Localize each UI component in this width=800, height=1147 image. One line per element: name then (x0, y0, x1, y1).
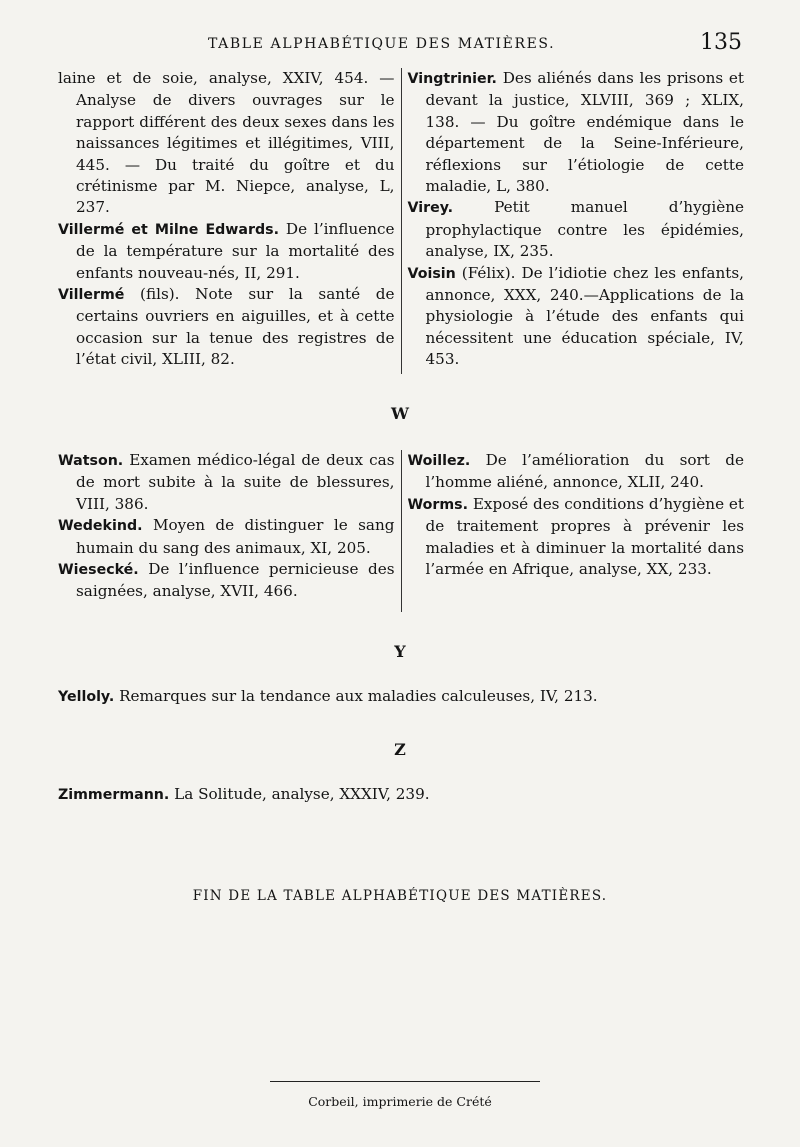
page-number: 135 (700, 30, 742, 55)
index-entry (408, 450, 745, 494)
entry-name: Worms. (407, 496, 469, 513)
entry-text: Des aliénés dans les prisons et devant la justice, XLVIII, 369 ; XLIX, 138. — Du goître endémique dans le département de la Seine-Inférieure, réflexions sur l’étiologie de cette maladie, L, 380. (425, 69, 745, 196)
entry-text: Exposé des conditions d’hygiène et de traitement propres à prévenir les maladies et à diminuer la mortalité dans l’armée en Afrique, analyse, XX, 233. (425, 494, 744, 579)
entry-name: Voisin (407, 265, 456, 282)
left-column (58, 450, 401, 612)
entry-text: laine et de soie, analyse, XXIV, 454. — Analyse de divers ouvrages sur le rapport différent des deux sexes dans les naissances légitimes et illégitimes, VIII, 445. — Du traité du goître et du crétinisme par M. Niepce, analyse, L, 237. (58, 69, 395, 217)
index-entry-yelloly (58, 686, 744, 708)
entry-name: Wiesecké. (58, 562, 139, 579)
entry-text: Examen médico-légal de deux cas de mort subite à la suite de blessures, VIII, 386. (76, 451, 395, 513)
entry-text: La Solitude, analyse, XXXIV, 239. (174, 785, 430, 803)
index-entry-zimmermann (58, 784, 744, 806)
entry-name: Vingtrinier. (407, 71, 497, 87)
index-entry (58, 450, 395, 515)
entry-name: Yelloly. (58, 689, 115, 705)
entry-text: Petit manuel d’hygiène prophylactique contre les épidémies, analyse, IX, 235. (425, 198, 744, 261)
closing-line: FIN DE LA TABLE ALPHABÉTIQUE DES MATIÈRES. (192, 888, 608, 904)
index-entry (408, 197, 745, 262)
printer-imprint: Corbeil, imprimerie de Crété (308, 1094, 492, 1109)
index-entry (58, 284, 395, 371)
index-entry (408, 68, 745, 197)
section-w-entries (58, 450, 744, 612)
right-column (402, 68, 745, 374)
running-head (58, 30, 742, 60)
entry-name: Zimmermann. (58, 787, 170, 803)
index-entry (58, 219, 395, 284)
section-v-entries (58, 68, 744, 374)
index-entry (408, 263, 745, 371)
entry-text: De l’influence de la température sur la mortalité des enfants nouveau-nés, II, 291. (76, 219, 395, 282)
entry-name: Woillez. (407, 453, 471, 469)
running-title: TABLE ALPHABÉTIQUE DES MATIÈRES. (208, 36, 556, 52)
entry-name: Villermé (58, 287, 125, 304)
entry-text: Moyen de distinguer le sang humain du sang des animaux, XI, 205. (76, 516, 395, 557)
index-entry (58, 559, 395, 603)
entry-text: Remarques sur la tendance aux maladies calculeuses, IV, 213. (119, 687, 598, 705)
right-column (402, 450, 745, 612)
index-entry (408, 494, 745, 581)
entry-name: Villermé et Milne Edwards. (58, 221, 279, 238)
section-letter-w: W (391, 404, 409, 423)
entry-text: De l’influence pernicieuse des saignées, analyse, XVII, 466. (76, 560, 395, 601)
entry-name: Virey. (407, 200, 454, 217)
entry-text: De l’amélioration du sort de l’homme aliéné, annonce, XLII, 240. (425, 451, 744, 492)
entry-name: Watson. (58, 453, 124, 469)
footer-rule (270, 1081, 540, 1082)
section-letter-z: Z (394, 740, 406, 759)
entry-text: (fils). Note sur la santé de certains ouvriers en aiguilles, et à cette occasion sur la tenue des registres de l’état civil, XLIII, 82. (76, 285, 395, 369)
index-entry (58, 515, 395, 559)
entry-text: (Félix). De l’idiotie chez les enfants, annonce, XXX, 240.—Applications de la physiologie à l’étude des enfants qui nécessitent une éducation spéciale, IV, 453. (425, 263, 744, 369)
left-column (58, 68, 401, 374)
index-entry (58, 68, 395, 219)
entry-name: Wedekind. (58, 518, 143, 535)
section-letter-y: Y (394, 642, 406, 661)
